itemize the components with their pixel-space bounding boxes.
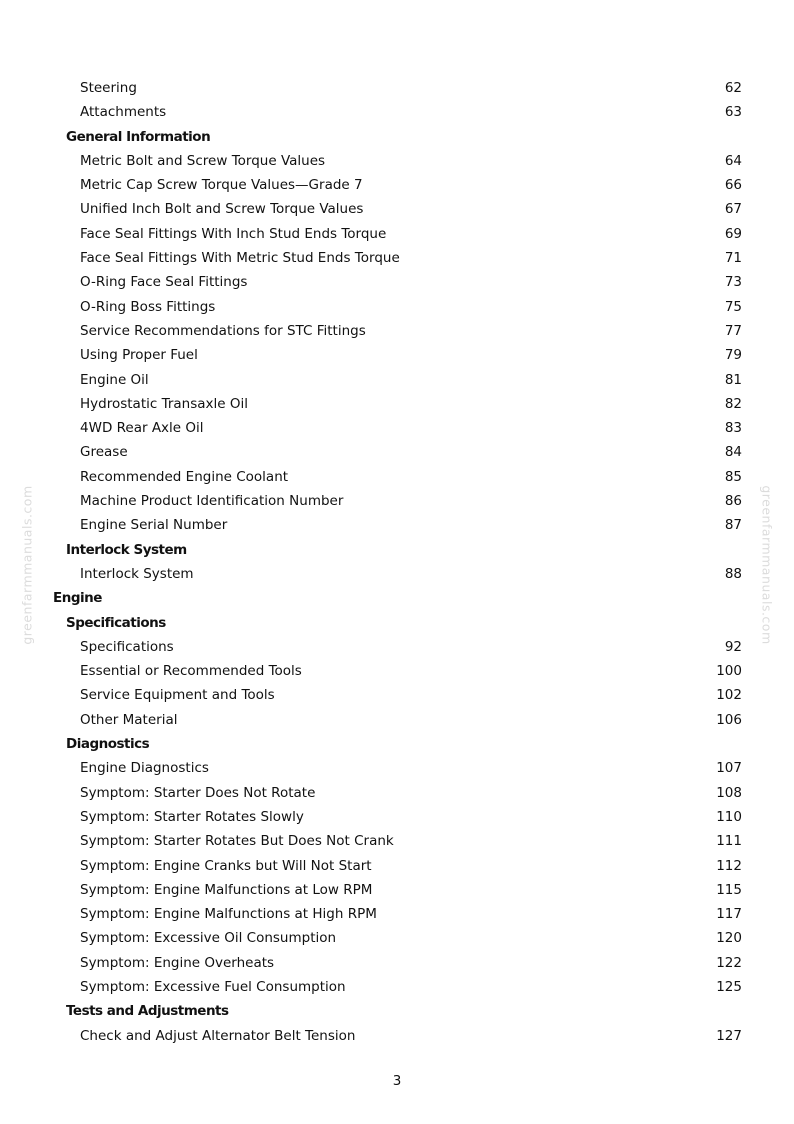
toc-entry-title: Diagnostics <box>66 736 150 753</box>
toc-entry[interactable] <box>0 416 794 440</box>
toc-entry-title: Metric Cap Screw Torque Values—Grade 7 <box>80 177 363 194</box>
toc-entry[interactable] <box>0 659 794 683</box>
toc-entry-title: O-Ring Face Seal Fittings <box>80 274 248 291</box>
toc-entry-title: Check and Adjust Alternator Belt Tension <box>80 1027 356 1044</box>
toc-entry-page: 62 <box>724 80 742 96</box>
toc-entry-title: Tests and Adjustments <box>66 1003 229 1020</box>
toc-entry-title: Grease <box>80 444 128 461</box>
toc-section <box>0 611 794 635</box>
toc-entry[interactable] <box>0 343 794 367</box>
toc-entry-title: Symptom: Starter Does Not Rotate <box>80 784 316 801</box>
toc-entry[interactable] <box>0 854 794 878</box>
toc-entry[interactable] <box>0 683 794 707</box>
toc-entry[interactable] <box>0 635 794 659</box>
toc-entry-page: 73 <box>724 274 742 291</box>
toc-entry-page: 120 <box>716 930 742 947</box>
toc-entry-title: Other Material <box>80 711 178 728</box>
toc-entry[interactable] <box>0 829 794 853</box>
toc-entry[interactable] <box>0 319 794 343</box>
toc-entry-title: 4WD Rear Axle Oil <box>80 420 204 437</box>
toc-entry[interactable] <box>0 926 794 950</box>
toc-entry-page: 108 <box>716 784 742 801</box>
toc-entry-page: 117 <box>716 906 742 923</box>
toc-section <box>0 125 794 149</box>
toc-entry-title: Symptom: Starter Rotates Slowly <box>80 808 304 825</box>
toc-entry-page: 122 <box>716 954 742 971</box>
toc-entry-title: Machine Product Identification Number <box>80 493 344 510</box>
toc-entry[interactable] <box>0 878 794 902</box>
toc-entry[interactable] <box>0 149 794 173</box>
toc-entry-title: Symptom: Starter Rotates But Does Not Crank <box>80 833 394 850</box>
toc-entry-page: 64 <box>724 152 742 169</box>
toc-entry-title: Engine <box>53 590 102 607</box>
toc-entry-title: Symptom: Excessive Oil Consumption <box>80 930 337 947</box>
toc-entry-title: Using Proper Fuel <box>80 347 198 364</box>
toc-entry-title: Symptom: Engine Malfunctions at Low RPM <box>80 881 373 898</box>
toc-entry[interactable] <box>0 270 794 294</box>
toc-entry-page: 77 <box>724 322 742 339</box>
toc-entry[interactable] <box>0 76 794 100</box>
toc-entry-page: 75 <box>724 298 742 315</box>
toc-entry-page: 79 <box>724 347 742 364</box>
toc-entry-page: 100 <box>716 663 742 680</box>
toc-entry[interactable] <box>0 295 794 319</box>
toc-entry[interactable] <box>0 975 794 999</box>
toc-entry[interactable] <box>0 489 794 513</box>
toc-entry-title: Engine Serial Number <box>80 517 228 534</box>
toc-entry-page: 112 <box>716 857 742 874</box>
toc-entry-title: Unified Inch Bolt and Screw Torque Values <box>80 201 364 218</box>
toc-entry-page: 63 <box>724 104 742 121</box>
toc-entry-page: 81 <box>724 371 742 388</box>
toc-entry-page: 71 <box>724 250 742 267</box>
toc-entry-title: O-Ring Boss Fittings <box>80 298 216 315</box>
toc-entry[interactable] <box>0 100 794 124</box>
table-of-contents <box>0 76 794 1048</box>
toc-entry-title: Attachments <box>80 104 167 121</box>
toc-entry-page: 69 <box>724 225 742 242</box>
toc-entry[interactable] <box>0 951 794 975</box>
toc-entry-page: 87 <box>724 517 742 534</box>
toc-entry-page: 83 <box>724 420 742 437</box>
toc-entry[interactable] <box>0 902 794 926</box>
watermark-left: greenfarmmanuals.com <box>19 485 35 645</box>
toc-entry-page: 85 <box>724 468 742 485</box>
toc-entry[interactable] <box>0 1024 794 1048</box>
toc-entry-page: 102 <box>716 687 742 704</box>
toc-entry-title: Symptom: Engine Malfunctions at High RPM <box>80 906 377 923</box>
toc-entry-page: 67 <box>724 201 742 218</box>
toc-entry[interactable] <box>0 805 794 829</box>
toc-entry[interactable] <box>0 222 794 246</box>
toc-entry-title: Steering <box>80 80 137 96</box>
toc-entry-title: Essential or Recommended Tools <box>80 663 302 680</box>
toc-entry-title: Engine Diagnostics <box>80 760 209 777</box>
toc-entry-title: Service Recommendations for STC Fittings <box>80 322 366 339</box>
toc-section <box>0 732 794 756</box>
toc-entry[interactable] <box>0 246 794 270</box>
toc-entry-title: Face Seal Fittings With Metric Stud Ends Torque <box>80 250 400 267</box>
toc-entry-page: 66 <box>724 177 742 194</box>
toc-entry[interactable] <box>0 781 794 805</box>
toc-entry-page: 127 <box>716 1027 742 1044</box>
toc-entry-title: Service Equipment and Tools <box>80 687 275 704</box>
toc-entry-page: 92 <box>724 638 742 655</box>
toc-entry-page: 110 <box>716 808 742 825</box>
toc-entry-title: General Information <box>66 128 211 145</box>
toc-entry-title: Hydrostatic Transaxle Oil <box>80 395 248 412</box>
watermark-right: greenfarmmanuals.com <box>759 485 775 645</box>
toc-entry-title: Interlock System <box>66 541 187 558</box>
toc-entry-title: Face Seal Fittings With Inch Stud Ends Torque <box>80 225 387 242</box>
toc-entry-title: Specifications <box>80 638 174 655</box>
toc-entry[interactable] <box>0 756 794 780</box>
toc-entry-title: Metric Bolt and Screw Torque Values <box>80 152 326 169</box>
toc-entry[interactable] <box>0 440 794 464</box>
toc-entry-title: Symptom: Engine Cranks but Will Not Start <box>80 857 372 874</box>
toc-entry-title: Recommended Engine Coolant <box>80 468 289 485</box>
toc-entry[interactable] <box>0 173 794 197</box>
toc-entry-title: Specifications <box>66 614 166 631</box>
toc-chapter <box>0 586 794 610</box>
toc-entry-page: 125 <box>716 978 742 995</box>
toc-entry[interactable] <box>0 513 794 537</box>
toc-entry-title: Interlock System <box>80 565 194 582</box>
toc-entry[interactable] <box>0 708 794 732</box>
toc-entry[interactable] <box>0 392 794 416</box>
toc-entry-title: Symptom: Excessive Fuel Consumption <box>80 978 346 995</box>
toc-entry-page: 84 <box>724 444 742 461</box>
toc-entry-page: 107 <box>716 760 742 777</box>
toc-entry-page: 82 <box>724 395 742 412</box>
toc-entry[interactable] <box>0 465 794 489</box>
toc-entry-title: Engine Oil <box>80 371 149 388</box>
toc-entry-page: 111 <box>716 833 742 850</box>
toc-entry[interactable] <box>0 368 794 392</box>
toc-section <box>0 538 794 562</box>
toc-entry-page: 88 <box>724 565 742 582</box>
page-number: 3 <box>392 1073 402 1089</box>
toc-entry-title: Symptom: Engine Overheats <box>80 954 275 971</box>
toc-entry-page: 115 <box>716 881 742 898</box>
toc-entry-page: 106 <box>716 711 742 728</box>
toc-entry[interactable] <box>0 562 794 586</box>
toc-entry-page: 86 <box>724 493 742 510</box>
toc-entry[interactable] <box>0 197 794 221</box>
toc-section <box>0 999 794 1023</box>
